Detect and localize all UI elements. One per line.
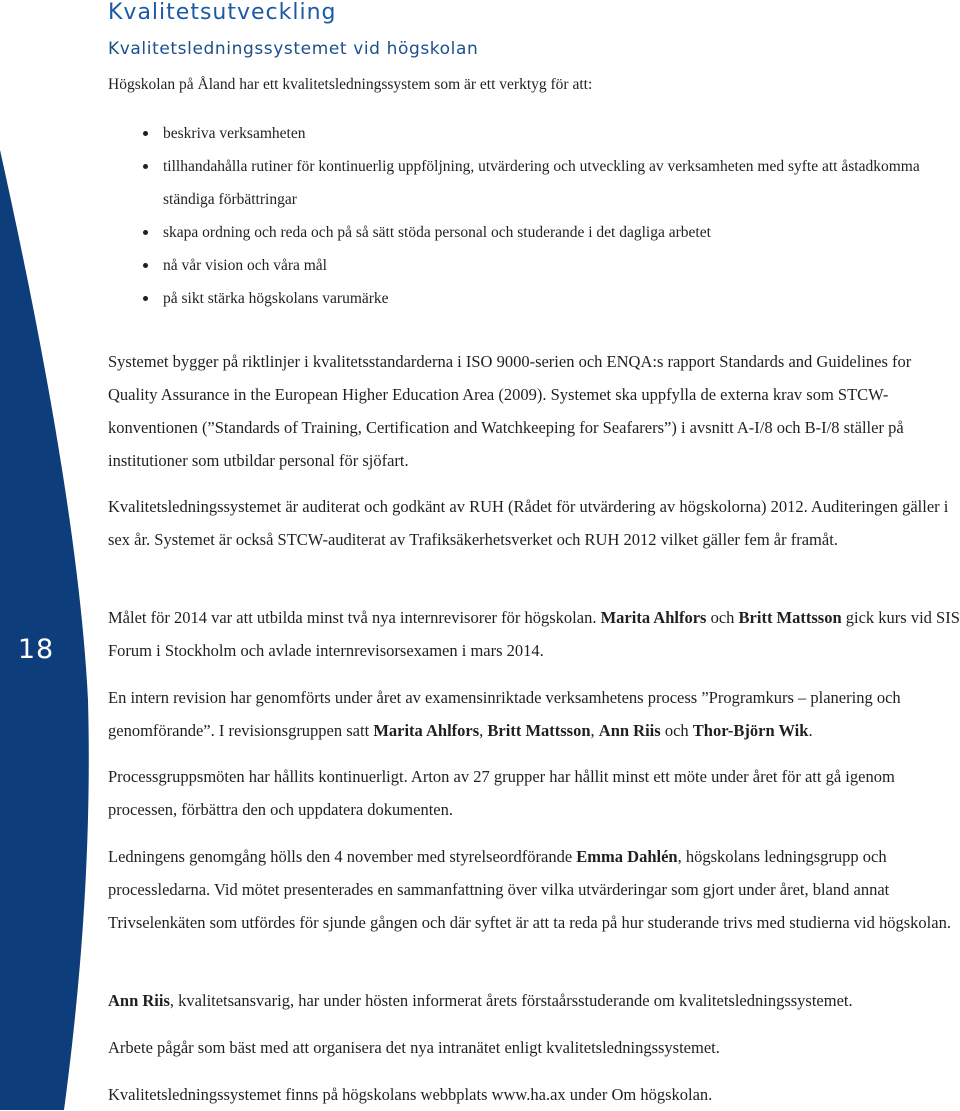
intro-text: Högskolan på Åland har ett kvalitetsledningssystem som är ett verktyg för att: [108,76,593,93]
person-name: Ann Riis [598,721,661,740]
paragraph-management-review: Ledningens genomgång hölls den 4 november med styrelseordförande Emma Dahlén, högskolans ledningsgrupp och processledarna. Vid mötet presenterades en sammanfattning över vilka utvärderingar som gjort under året, bland annat Trivselenkäten som utfördes för sjunde gången och där syftet är att ta reda på hur studerande trivs med studierna vid högskolan. [108,847,951,932]
bullet-icon [143,230,148,235]
paragraph-process-groups: Processgruppsmöten har hållits kontinuerligt. Arton av 27 grupper har hållit minst ett möte under året för att gå igenom processen, förbättra den och uppdatera dokumenten. [108,767,895,819]
person-name: Emma Dahlén [576,847,678,866]
bullet-icon [143,164,148,169]
list-item: på sikt stärka högskolans varumärke [108,282,960,315]
list-item: skapa ordning och reda och på så sätt stöda personal och studerande i det dagliga arbetet [108,216,960,249]
page-side-band [0,0,110,1110]
bullet-icon [143,296,148,301]
paragraph-internal-auditors: Målet för 2014 var att utbilda minst två nya internrevisorer för högskolan. Marita Ahlfors och Britt Mattsson gick kurs vid SIS Forum i Stockholm och avlade internrevisorsexamen i mars 2014. [108,608,960,660]
person-name: Marita Ahlfors [600,608,707,627]
person-name: Britt Mattsson [738,608,842,627]
list-item: nå vår vision och våra mål [108,249,960,282]
person-name: Ann Riis [108,991,170,1010]
paragraph-quality-info: Ann Riis, kvalitetsansvarig, har under hösten informerat årets förstaårsstuderande om kvalitetsledningssystemet. [108,991,853,1010]
list-item: tillhandahålla rutiner för kontinuerlig uppföljning, utvärdering och utveckling av verksamheten med syfte att åstadkomma ständiga förbättringar [108,150,960,216]
bullet-icon [143,131,148,136]
person-name: Marita Ahlfors [373,721,480,740]
page-number: 18 [17,634,55,665]
paragraph-intranet: Arbete pågår som bäst med att organisera det nya intranätet enligt kvalitetsledningssystemet. [108,1038,720,1057]
bullet-icon [143,263,148,268]
person-name: Thor-Björn Wik [692,721,809,740]
paragraph-audit: Kvalitetsledningssystemet är auditerat och godkänt av RUH (Rådet för utvärdering av högskolorna) 2012. Auditeringen gäller i sex år. Systemet är också STCW-auditerat av Trafiksäkerhetsverket och RUH 2012 vilket gäller fem år framåt. [108,497,949,549]
section-subtitle: Kvalitetsledningssystemet vid högskolan [108,39,479,59]
person-name: Britt Mattsson [487,721,591,740]
paragraph-standards: Systemet bygger på riktlinjer i kvalitetsstandarderna i ISO 9000-serien och ENQA:s rapport Standards and Guidelines for Quality Assurance in the European Higher Education Area (2009). Systemet ska uppfylla de externa krav som STCW-konventionen (”Standards of Training, Certification and Watchkeeping for Seafarers”) i avsnitt A-I/8 och B-I/8 ställer på institutioner som utbildar personal för sjöfart. [108,352,912,470]
purpose-list [108,117,960,315]
page-title: Kvalitetsutveckling [108,0,337,25]
paragraph-internal-revision: En intern revision har genomförts under året av examensinriktade verksamhetens process ”Programkurs – planering och genomförande”. I revisionsgruppen satt Marita Ahlfors, Britt Mattsson, Ann Riis och Thor-Björn Wik. [108,688,901,740]
paragraph-website: Kvalitetsledningssystemet finns på högskolans webbplats www.ha.ax under Om högskolan. [108,1085,713,1104]
list-item: beskriva verksamheten [108,117,960,150]
